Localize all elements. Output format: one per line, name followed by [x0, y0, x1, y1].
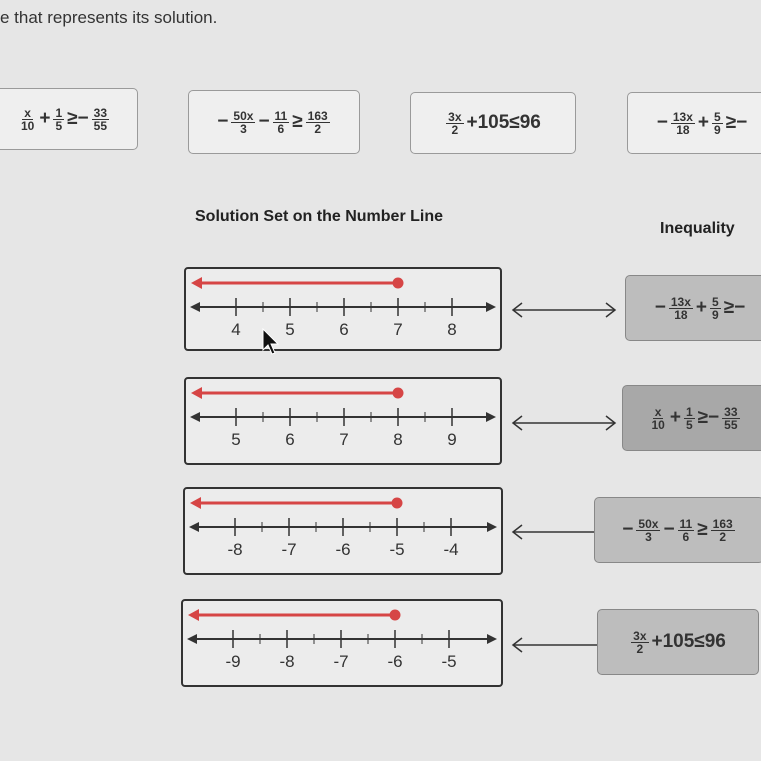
top-tile-symbol: +	[39, 108, 51, 129]
number-line-heading: Solution Set on the Number Line	[195, 208, 443, 225]
tick-label: 8	[447, 320, 457, 339]
tick-label: 7	[393, 320, 403, 339]
answer-tile-fraction	[710, 296, 721, 321]
fraction-numerator: 3x	[633, 628, 647, 643]
fraction-denominator: 10	[651, 417, 665, 432]
fraction-denominator: 6	[682, 529, 690, 544]
tick-label: -7	[333, 652, 349, 671]
mouse-cursor-icon	[262, 328, 282, 356]
fraction-numerator: 163	[307, 108, 328, 123]
answer-tile-symbol: ≥	[697, 519, 708, 540]
number-line-box-4	[181, 599, 503, 687]
tick-label: -8	[279, 652, 295, 671]
answer-tile-fraction	[649, 406, 666, 431]
axis-left-arrow-icon	[187, 634, 197, 644]
answer-tile-fraction	[631, 630, 648, 655]
top-tile-symbol: −	[656, 112, 668, 133]
top-tile-fraction	[306, 110, 330, 135]
answer-tile-symbol: +105≤96	[651, 631, 726, 652]
answer-tile-symbol: −	[622, 519, 634, 540]
fraction-numerator: 11	[679, 516, 693, 531]
fraction-denominator: 2	[636, 641, 644, 656]
match-arrow-2	[508, 411, 620, 435]
axis-right-arrow-icon	[487, 522, 497, 532]
fraction-denominator: 9	[714, 122, 721, 137]
fraction-numerator: 5	[714, 109, 721, 124]
answer-tile-fraction	[669, 296, 693, 321]
tick-label: 8	[393, 430, 403, 449]
top-tile-fraction	[53, 107, 64, 132]
closed-endpoint-dot	[393, 388, 404, 399]
answer-tile-symbol: −	[663, 519, 675, 540]
top-tile-symbol: −	[217, 111, 229, 132]
answer-tile-2[interactable]	[622, 385, 761, 451]
axis-left-arrow-icon	[190, 412, 200, 422]
fraction-denominator: 2	[451, 122, 459, 137]
top-tile-symbol: ≥−	[67, 108, 89, 129]
fraction-numerator: 50x	[638, 516, 659, 531]
axis-right-arrow-icon	[487, 634, 497, 644]
match-arrow-4	[508, 633, 603, 657]
fraction-denominator: 2	[719, 529, 727, 544]
answer-tile-symbol: −	[654, 297, 666, 318]
answer-tile-symbol: ≥−	[723, 297, 746, 318]
number-line-box-1	[184, 267, 502, 351]
inequality-heading: Inequality	[660, 220, 735, 237]
fraction-denominator: 5	[685, 417, 693, 432]
inequality-tile-1[interactable]	[0, 88, 138, 150]
tick-label: -5	[441, 652, 457, 671]
fraction-numerator: 163	[712, 516, 733, 531]
tick-label: 6	[339, 320, 349, 339]
answer-tile-fraction	[722, 406, 739, 431]
number-line-box-3	[183, 487, 503, 575]
axis-left-arrow-icon	[189, 522, 199, 532]
top-tile-symbol: +	[697, 112, 710, 133]
fraction-numerator: x	[24, 105, 31, 120]
top-tile-symbol: ≥	[292, 111, 303, 132]
number-line-3	[185, 489, 501, 573]
fraction-denominator: 6	[277, 121, 285, 136]
answer-tile-fraction	[684, 406, 695, 431]
tick-label: 9	[447, 430, 457, 449]
tick-label: 7	[339, 430, 349, 449]
fraction-denominator: 18	[674, 307, 688, 322]
fraction-denominator: 18	[676, 122, 690, 137]
answer-tile-4[interactable]	[597, 609, 759, 675]
tick-label: -8	[227, 540, 243, 559]
tick-label: -4	[443, 540, 459, 559]
number-line-1	[186, 269, 500, 349]
answer-tile-fraction	[636, 518, 660, 543]
top-tile-symbol: ≥−	[725, 112, 748, 133]
top-tile-fraction	[712, 111, 723, 136]
number-line-box-2	[184, 377, 502, 465]
answer-tile-fraction	[678, 518, 695, 543]
tick-label: -5	[389, 540, 405, 559]
tick-label: -7	[281, 540, 297, 559]
fraction-denominator: 55	[93, 118, 108, 133]
inequality-tile-4[interactable]	[627, 92, 761, 154]
fraction-numerator: 11	[274, 108, 288, 123]
top-tile-fraction	[19, 107, 36, 132]
inequality-tile-2[interactable]	[188, 90, 360, 154]
top-tile-fraction	[273, 110, 290, 135]
top-tile-fraction	[231, 110, 255, 135]
inequality-tile-3[interactable]	[410, 92, 576, 154]
ray-arrow-icon	[190, 497, 201, 509]
top-tile-fraction	[92, 107, 109, 132]
answer-tile-symbol: +	[669, 407, 681, 428]
fraction-numerator: x	[654, 404, 662, 419]
answer-tile-3[interactable]	[594, 497, 761, 563]
top-tile-symbol: −	[258, 111, 270, 132]
fraction-denominator: 55	[724, 417, 738, 432]
answer-tile-1[interactable]	[625, 275, 761, 341]
fraction-denominator: 3	[240, 121, 247, 136]
fraction-denominator: 10	[20, 118, 35, 133]
fraction-numerator: 1	[685, 404, 693, 419]
tick-label: 6	[285, 430, 295, 449]
fraction-denominator: 9	[712, 307, 719, 322]
top-tile-fraction	[446, 111, 463, 136]
fraction-numerator: 1	[55, 105, 63, 120]
tick-label: -6	[387, 652, 403, 671]
match-arrow-3	[508, 520, 603, 544]
axis-right-arrow-icon	[486, 412, 496, 422]
closed-endpoint-dot	[390, 610, 401, 621]
match-arrow-1	[508, 298, 620, 322]
closed-endpoint-dot	[393, 278, 404, 289]
fraction-numerator: 33	[724, 404, 738, 419]
number-line-2	[186, 379, 500, 463]
tick-label: 4	[231, 320, 241, 339]
fraction-denominator: 2	[314, 121, 322, 136]
closed-endpoint-dot	[392, 498, 403, 509]
ray-arrow-icon	[191, 277, 202, 289]
top-tile-symbol: +105≤96	[466, 112, 541, 133]
tick-label: 5	[231, 430, 241, 449]
answer-tile-symbol: +	[695, 297, 708, 318]
tick-label: -9	[225, 652, 241, 671]
top-tile-fraction	[671, 111, 695, 136]
axis-left-arrow-icon	[190, 302, 200, 312]
fraction-numerator: 33	[93, 105, 108, 120]
fraction-numerator: 50x	[233, 108, 254, 123]
fraction-numerator: 13x	[672, 109, 693, 124]
ray-arrow-icon	[188, 609, 199, 621]
answer-tile-fraction	[711, 518, 735, 543]
fraction-numerator: 3x	[448, 109, 462, 124]
fraction-numerator: 13x	[670, 294, 691, 309]
ray-arrow-icon	[191, 387, 202, 399]
fraction-numerator: 5	[712, 294, 719, 309]
fraction-denominator: 3	[645, 529, 652, 544]
tick-label: 5	[285, 320, 295, 339]
number-line-4	[183, 601, 501, 685]
fraction-denominator: 5	[55, 118, 63, 133]
tick-label: -6	[335, 540, 351, 559]
answer-tile-symbol: ≥−	[697, 407, 720, 428]
axis-right-arrow-icon	[486, 302, 496, 312]
instruction-text: e that represents its solution.	[0, 8, 218, 27]
